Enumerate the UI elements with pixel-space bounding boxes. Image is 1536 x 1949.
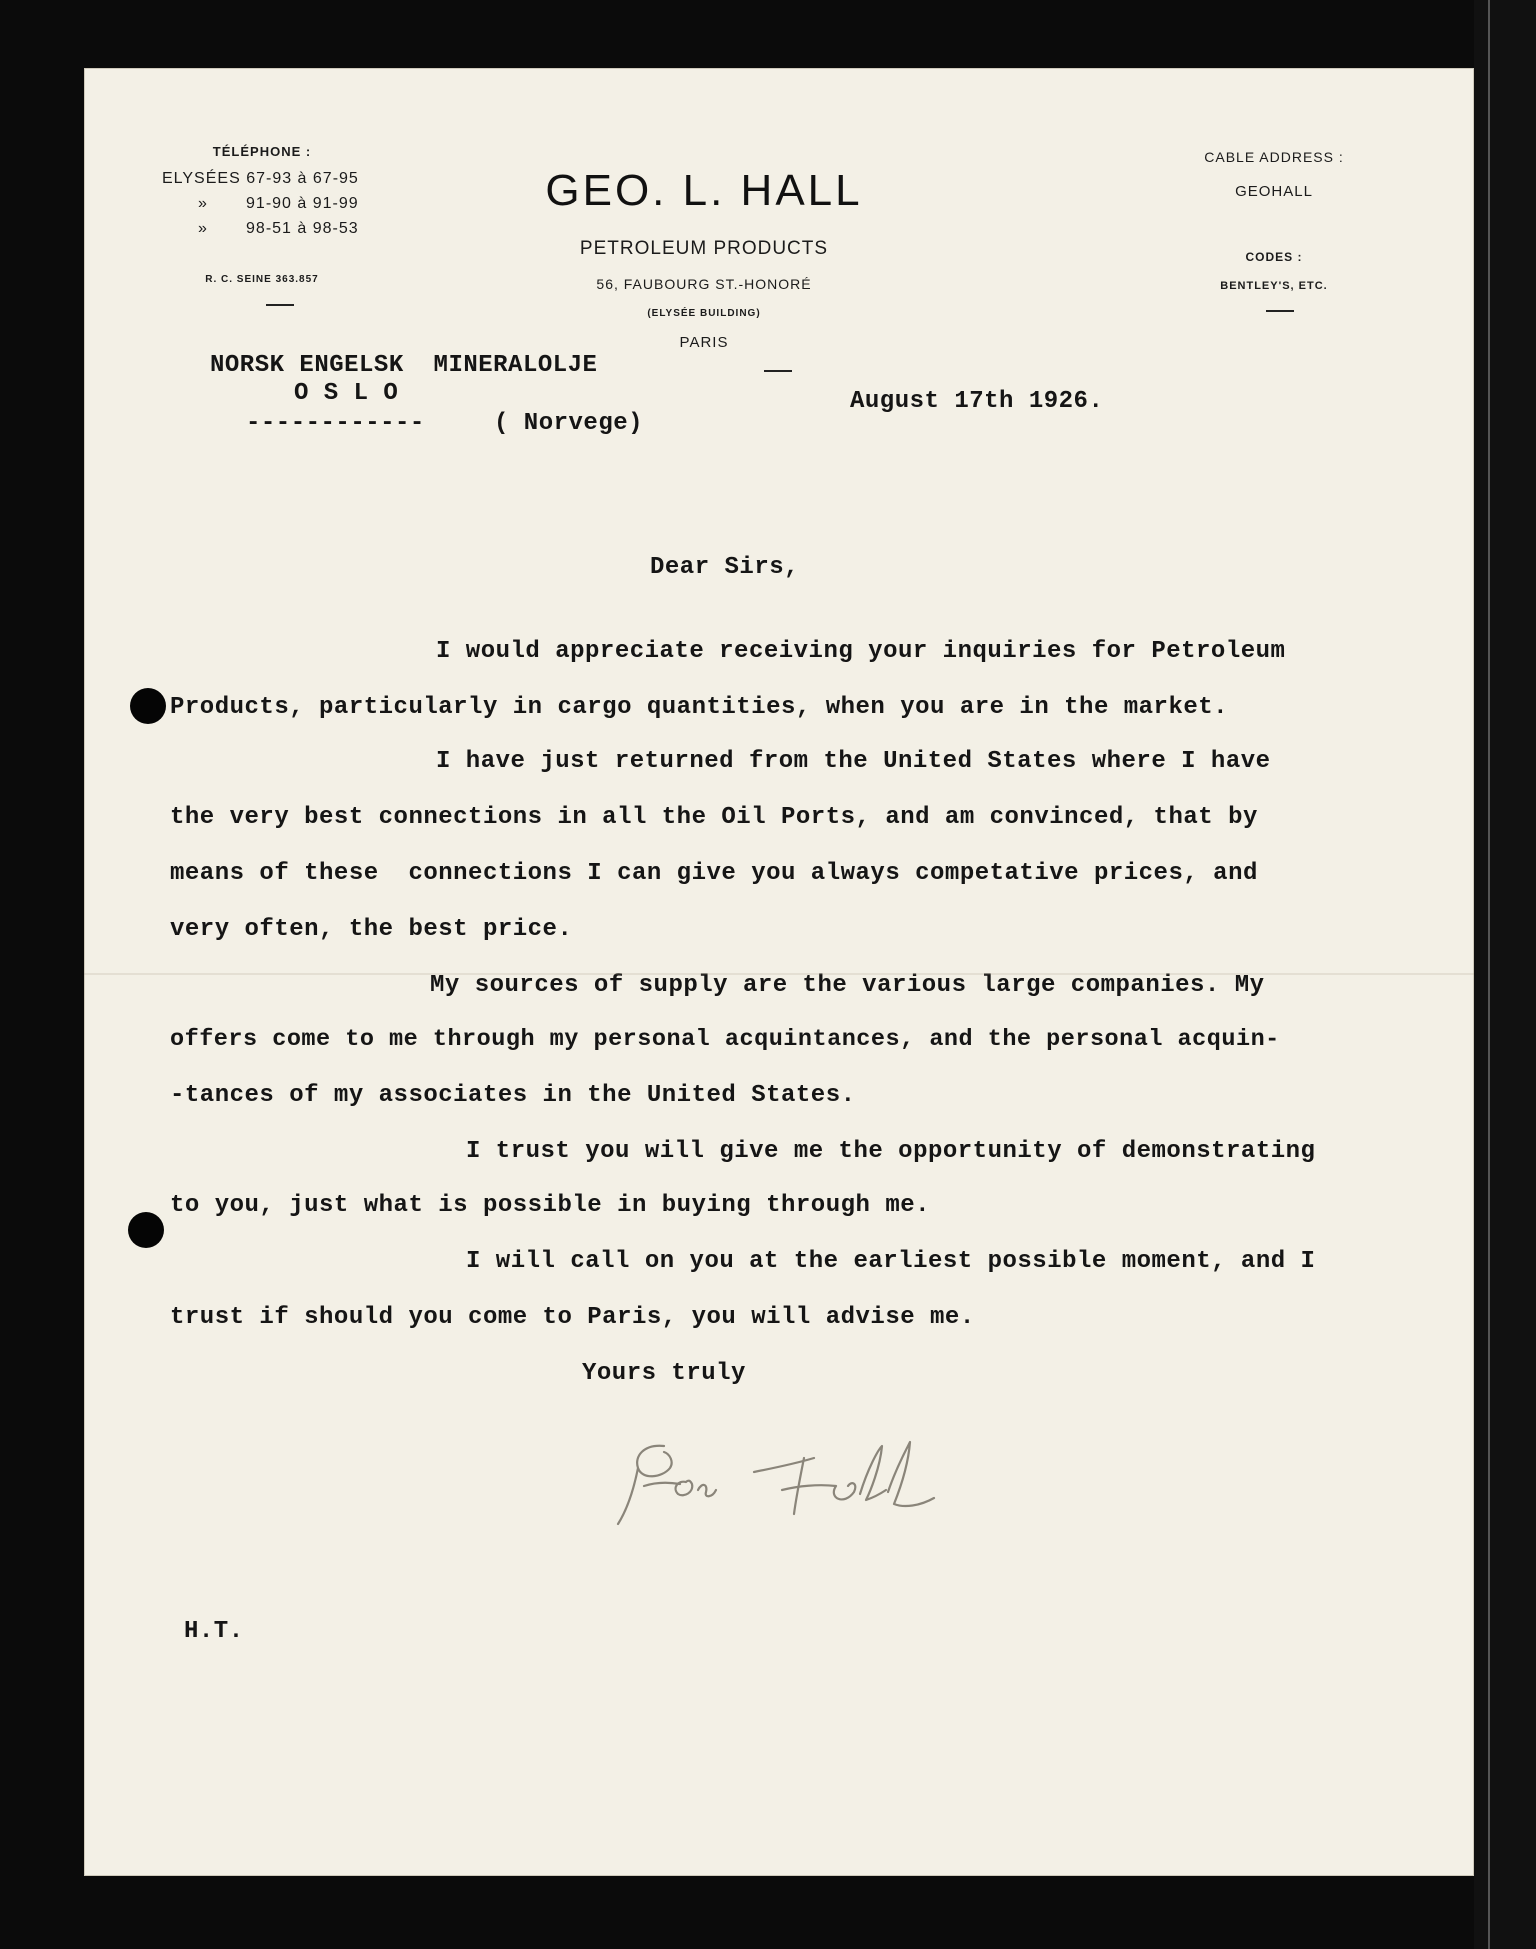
background-edge — [1474, 0, 1536, 1949]
company-city: PARIS — [679, 334, 729, 351]
recipient-city: O S L O — [294, 380, 399, 407]
telephone-line-3: » 98-51 à 98-53 — [198, 220, 359, 237]
signature — [604, 1428, 964, 1538]
recipient-name: NORSK ENGELSK MINERALOLJE — [210, 352, 598, 379]
body-line-6: very often, the best price. — [170, 916, 573, 943]
company-street: 56, FAUBOURG ST.-HONORÉ — [596, 276, 812, 292]
telephone-block — [122, 144, 402, 159]
body-line-1: I would appreciate receiving your inquiries for Petroleum — [436, 638, 1286, 665]
city-rule — [764, 370, 792, 372]
body-line-3: I have just returned from the United States where I have — [436, 748, 1271, 775]
typist-initials: H.T. — [184, 1618, 244, 1645]
body-line-11: to you, just what is possible in buying through me. — [170, 1192, 931, 1219]
company-name: GEO. L. HALL — [545, 166, 863, 215]
codes-rule — [1266, 310, 1294, 312]
body-line-9: -tances of my associates in the United States. — [170, 1082, 856, 1109]
body-line-13: trust if should you come to Paris, you will advise me. — [170, 1304, 975, 1331]
body-line-10: I trust you will give me the opportunity of demonstrating — [466, 1138, 1316, 1165]
cable-address: GEOHALL — [1235, 183, 1313, 200]
codes-value: BENTLEY'S, ETC. — [1220, 280, 1328, 292]
company-building: (ELYSÉE BUILDING) — [647, 308, 761, 319]
punch-hole-top — [130, 688, 166, 724]
punch-hole-bottom — [128, 1212, 164, 1248]
body-line-5: means of these connections I can give you always competative prices, and — [170, 860, 1258, 887]
letter-date: August 17th 1926. — [850, 388, 1104, 415]
body-line-7: My sources of supply are the various large companies. My — [430, 972, 1265, 999]
body-line-2: Products, particularly in cargo quantities, when you are in the market. — [170, 694, 1229, 721]
telephone-line-2: » 91-90 à 91-99 — [198, 195, 359, 212]
telephone-rule — [266, 304, 294, 306]
salutation: Dear Sirs, — [650, 554, 800, 581]
body-line-12: I will call on you at the earliest possible moment, and I — [466, 1248, 1316, 1275]
codes-label: CODES : — [1245, 250, 1303, 264]
closing: Yours truly — [582, 1360, 746, 1387]
telephone-label: TÉLÉPHONE : — [212, 144, 312, 159]
company-products: PETROLEUM PRODUCTS — [579, 238, 829, 259]
telephone-line-1: ELYSÉES 67-93 à 67-95 — [162, 170, 359, 187]
letter-page — [84, 68, 1474, 1876]
body-line-4: the very best connections in all the Oil Ports, and am convinced, that by — [170, 804, 1258, 831]
recipient-country: ( Norvege) — [494, 410, 644, 437]
recipient-rule: ------------ — [246, 410, 425, 437]
body-line-8: offers come to me through my personal acquintances, and the personal acquin- — [170, 1026, 1280, 1053]
rc-number: R. C. SEINE 363.857 — [205, 274, 319, 285]
cable-label: CABLE ADDRESS : — [1204, 149, 1344, 165]
